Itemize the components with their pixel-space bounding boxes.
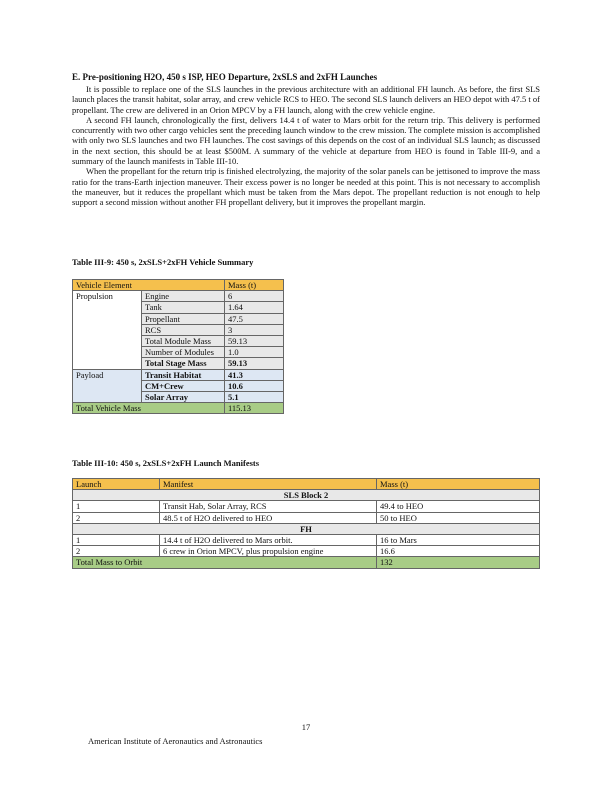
mass-cell: 49.4 to HEO <box>377 501 540 512</box>
mass-cell: 59.13 <box>225 335 284 346</box>
footer-organization: American Institute of Aeronautics and Astronautics <box>88 736 263 746</box>
total-label: Total Mass to Orbit <box>73 557 377 568</box>
paragraph: It is possible to replace one of the SLS launches in the previous architecture with an additional FH launch. As before, the first SLS launch places the transit habitat, solar array, and crew vehicle RCS to HEO. The second SLS launch delivers an HEO depot with 47.5 t of propellant. The crew are delivered in an Orion MPCV by a FH launch, along with the crew vehicle engine. <box>72 84 540 115</box>
total-mass: 132 <box>377 557 540 568</box>
group-row <box>73 490 540 501</box>
column-header: Mass (t) <box>225 280 284 291</box>
download-watermark <box>4 190 18 610</box>
column-header: Mass (t) <box>377 479 540 490</box>
item-cell: Solar Array <box>142 391 225 402</box>
table-row <box>73 546 540 557</box>
launch-cell: 1 <box>73 534 160 545</box>
total-label: Total Vehicle Mass <box>73 403 225 414</box>
table9-caption-wrap <box>72 257 253 268</box>
table-row <box>73 534 540 545</box>
mass-cell: 50 to HEO <box>377 512 540 523</box>
table-row <box>73 512 540 523</box>
item-cell: Number of Modules <box>142 347 225 358</box>
page-number: 17 <box>301 722 311 732</box>
column-header: Vehicle Element <box>73 280 225 291</box>
item-cell: Propellant <box>142 313 225 324</box>
mass-cell: 3 <box>225 324 284 335</box>
column-header: Manifest <box>160 479 377 490</box>
page-content <box>72 72 541 568</box>
group-label: Propulsion <box>73 291 142 369</box>
paragraph: A second FH launch, chronologically the first, delivers 14.4 t of water to Mars orbit for the return trip. This delivery is performed concurrently with two other cargo vehicles sent the preceding launch window to the crew mission. The complete mission is accomplished with only two SLS launches and two FH launches. The cost savings of this depends on the cost of an individual SLS launch; as discussed in the next section, this should be at least $500M. A summary of the vehicle at departure from HEO is found in Table III-9, and a summary of the launch manifests in Table III-10. <box>72 114 541 167</box>
manifest-cell: 48.5 t of H2O delivered to HEO <box>160 512 377 523</box>
table-header-row <box>73 280 284 291</box>
item-cell: Total Stage Mass <box>142 358 225 369</box>
mass-cell: 59.13 <box>225 358 284 369</box>
mass-cell: 6 <box>225 291 284 302</box>
section-heading: E. Pre-positioning H2O, 450 s ISP, HEO Departure, 2xSLS and 2xFH Launches <box>72 72 378 82</box>
mass-cell: 47.5 <box>225 313 284 324</box>
table-header-row <box>73 479 540 490</box>
mass-cell: 1.64 <box>225 302 284 313</box>
item-cell: Transit Habitat <box>142 369 225 380</box>
mass-cell: 16.6 <box>377 546 540 557</box>
table-row <box>73 291 284 302</box>
group-row <box>73 523 540 534</box>
item-cell: Total Module Mass <box>142 335 225 346</box>
item-cell: Tank <box>142 302 225 313</box>
mass-cell: 16 to Mars <box>377 534 540 545</box>
group-name: FH <box>73 523 540 534</box>
launch-manifest-table <box>72 478 540 569</box>
table-caption: Table III-9: 450 s, 2xSLS+2xFH Vehicle Summary <box>72 257 254 267</box>
launch-cell: 2 <box>73 512 160 523</box>
item-cell: RCS <box>142 324 225 335</box>
mass-cell: 5.1 <box>225 391 284 402</box>
paragraph: When the propellant for the return trip is finished electrolyzing, the majority of the solar panels can be jettisoned to improve the mass ratio for the trans-Earth injection maneuver. Their excess power is no longer be needed at this point. This is not necessary to accomplish the maneuver, but it reduces the propellant which must be taken from the Mars depot. The propellant reduction is not enough to help support a second mission without another FH propellant delivery, but it improves the propellant margin. <box>72 166 540 208</box>
vehicle-summary-table <box>72 279 284 414</box>
table-caption: Table III-10: 450 s, 2xSLS+2xFH Launch Manifests <box>72 458 260 468</box>
mass-cell: 1.0 <box>225 347 284 358</box>
item-cell: CM+Crew <box>142 380 225 391</box>
manifest-cell: 14.4 t of H2O delivered to Mars orbit. <box>160 534 377 545</box>
manifest-cell: Transit Hab, Solar Array, RCS <box>160 501 377 512</box>
group-label: Payload <box>73 369 142 403</box>
table10-caption-wrap <box>72 458 259 469</box>
mass-cell: 41.3 <box>225 369 284 380</box>
manifest-cell: 6 crew in Orion MPCV, plus propulsion engine <box>160 546 377 557</box>
item-cell: Engine <box>142 291 225 302</box>
launch-cell: 2 <box>73 546 160 557</box>
launch-cell: 1 <box>73 501 160 512</box>
mass-cell: 10.6 <box>225 380 284 391</box>
table-row <box>73 369 284 380</box>
total-row <box>73 403 284 414</box>
column-header: Launch <box>73 479 160 490</box>
total-row <box>73 557 540 568</box>
table-row <box>73 501 540 512</box>
group-name: SLS Block 2 <box>73 490 540 501</box>
total-mass: 115.13 <box>225 403 284 414</box>
